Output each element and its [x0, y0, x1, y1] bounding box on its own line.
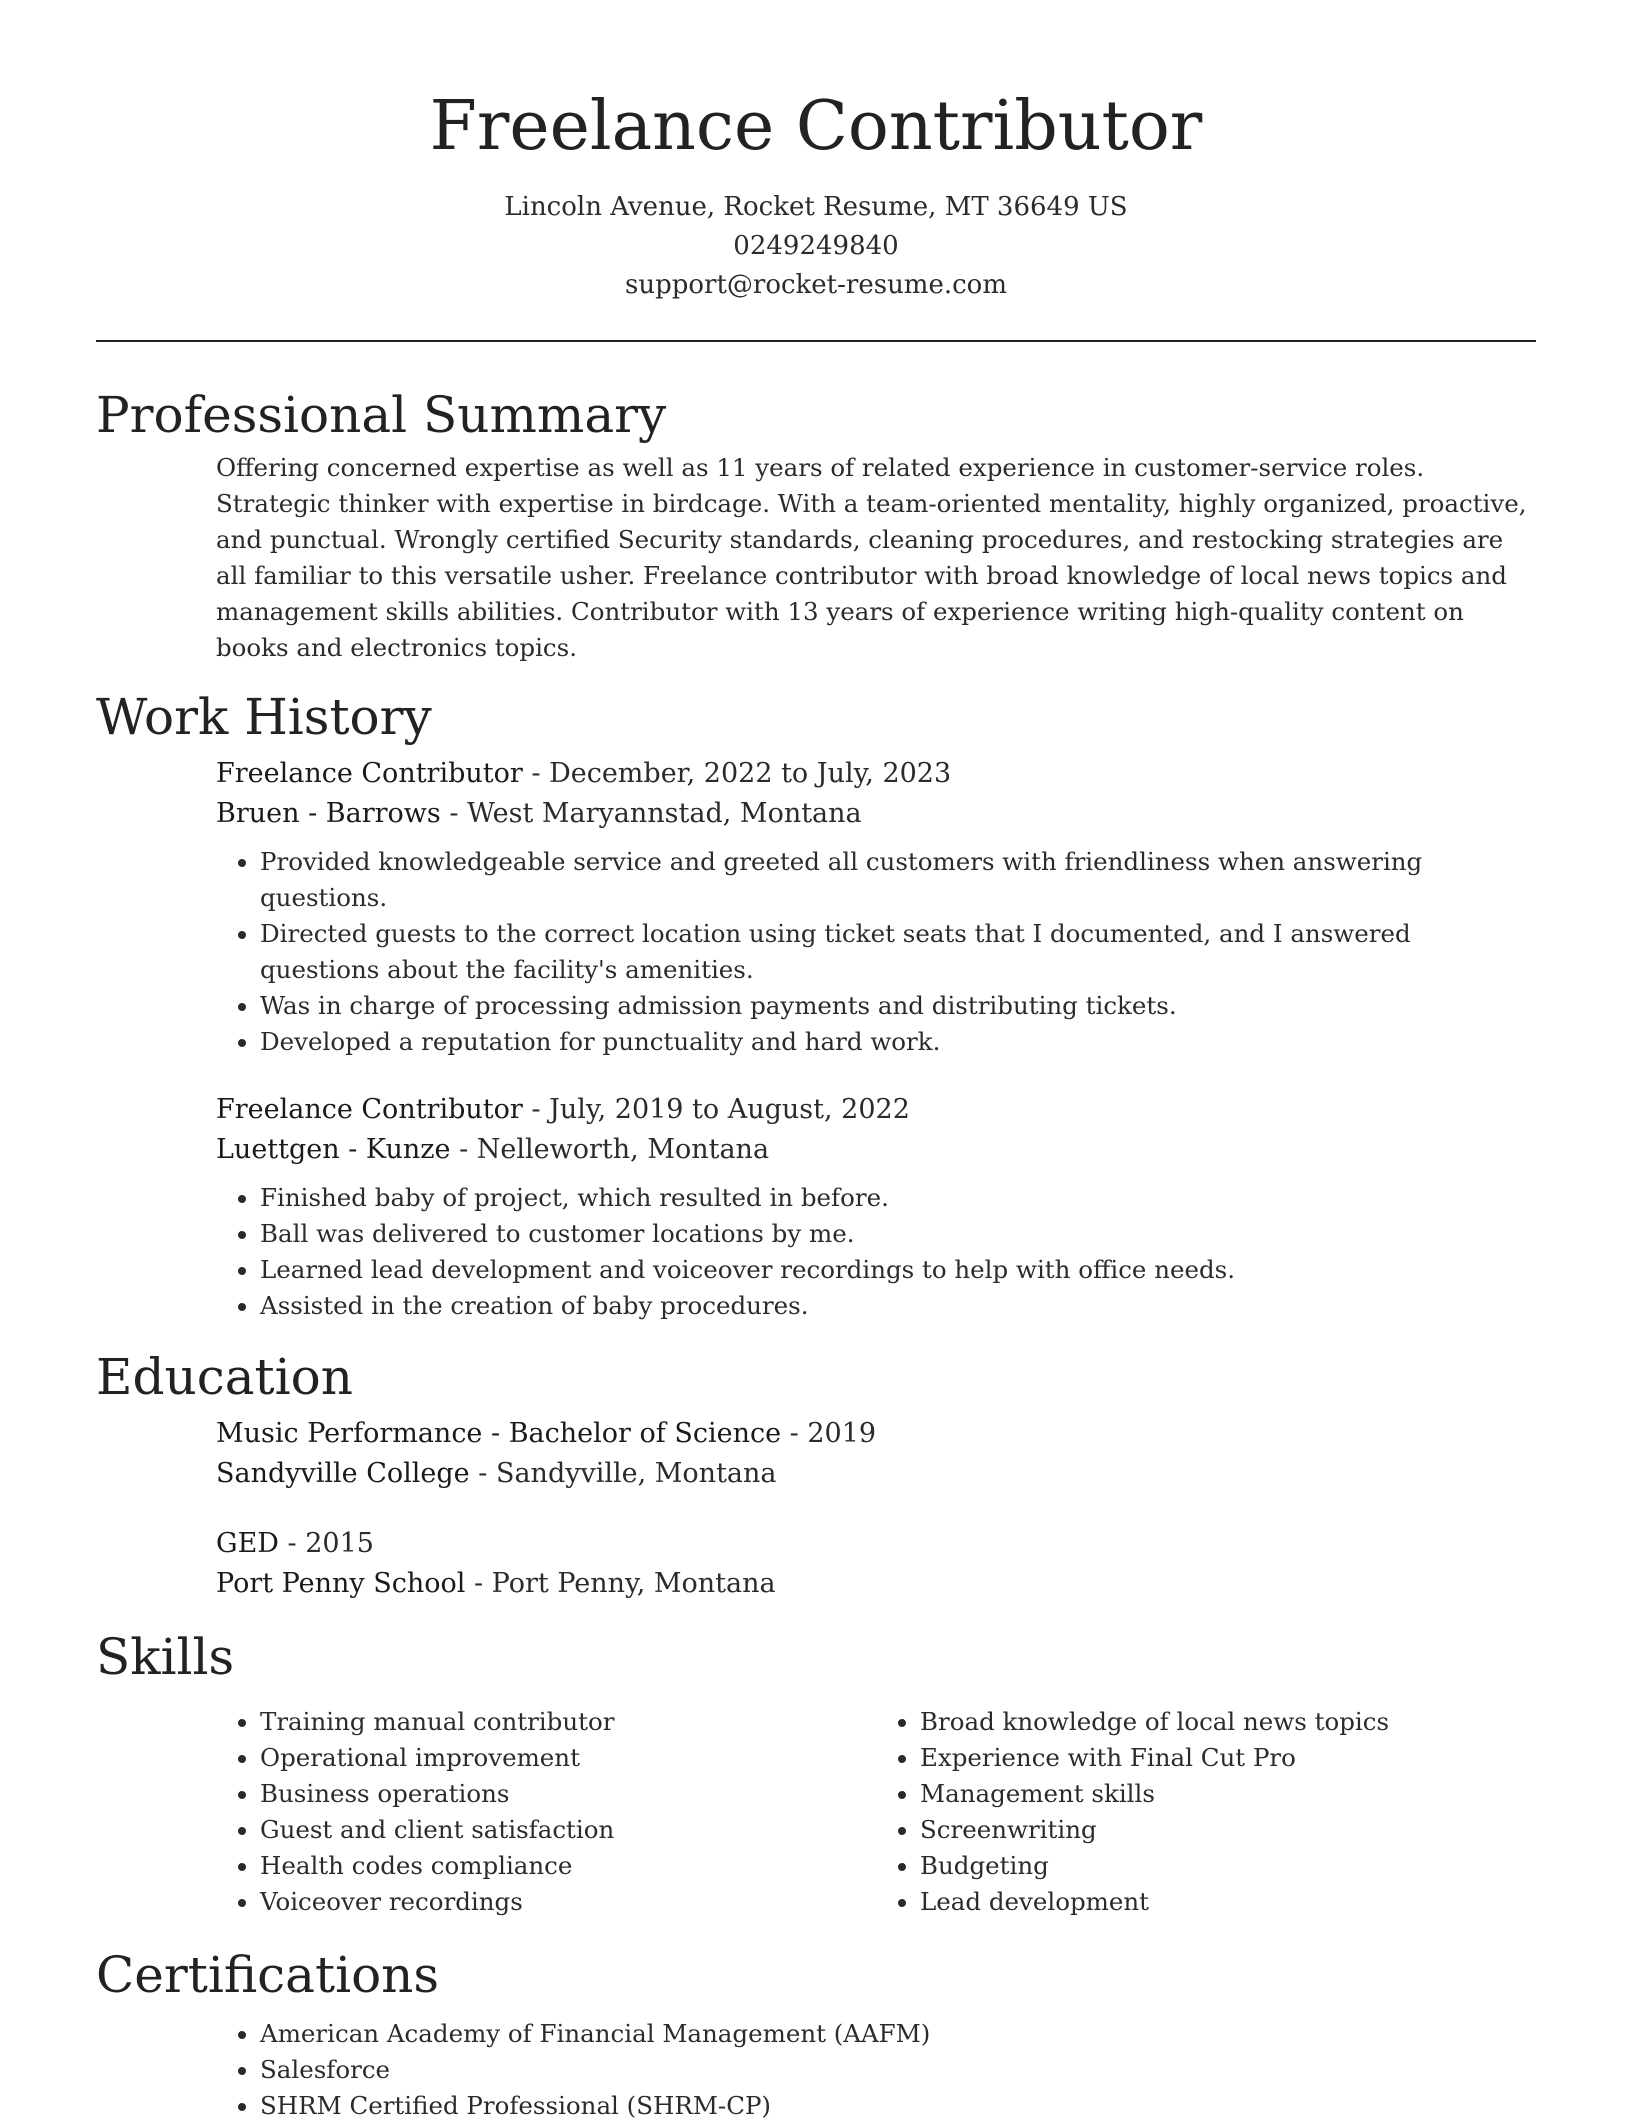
job-title-line: [216, 754, 1536, 794]
job-company-line: [216, 794, 1536, 834]
education-entry: [216, 1414, 1536, 1494]
skills-columns: [216, 1694, 1536, 1920]
header-divider: [96, 340, 1536, 342]
skills-section: [0, 1626, 1632, 1920]
certification-item: • Salesforce: [260, 2052, 1536, 2088]
skill-item: • Training manual contributor: [260, 1704, 876, 1740]
job-duties-list: [216, 1180, 1536, 1324]
contact-block: [0, 188, 1632, 305]
education-year: - 2019: [781, 1418, 877, 1449]
contact-email: support@rocket-resume.com: [624, 270, 1007, 300]
job-company: Luettgen - Kunze: [216, 1134, 451, 1165]
job-role: Freelance Contributor: [216, 1094, 523, 1125]
work-history-section: [0, 686, 1632, 1324]
job-duty: • Assisted in the creation of baby procedures.: [260, 1288, 1536, 1324]
education-year: - 2015: [278, 1528, 374, 1559]
skill-item: • Voiceover recordings: [260, 1884, 876, 1920]
education-location: - Sandyville, Montana: [469, 1458, 777, 1489]
education-degree: GED: [216, 1528, 279, 1559]
education-section: [0, 1346, 1632, 1604]
job-duty: • Directed guests to the correct location using ticket seats that I documented, and I answered questions about the facility's amenities.: [260, 916, 1536, 988]
skill-item: • Broad knowledge of local news topics: [920, 1704, 1536, 1740]
skill-item: • Guest and client satisfaction: [260, 1812, 876, 1848]
education-school: Port Penny School: [216, 1568, 466, 1599]
job-company-line: [216, 1130, 1536, 1170]
education-entry: [216, 1524, 1536, 1604]
job-entry: [216, 754, 1536, 1060]
skill-item: • Budgeting: [920, 1848, 1536, 1884]
skill-item: • Screenwriting: [920, 1812, 1536, 1848]
certifications-section: [0, 1944, 1632, 2124]
contact-phone: 0249249840: [733, 231, 899, 261]
education-school-line: [216, 1454, 1536, 1494]
education-degree: Music Performance - Bachelor of Science: [216, 1418, 782, 1449]
job-location: - West Maryannstad, Montana: [440, 798, 862, 829]
skill-item: • Management skills: [920, 1776, 1536, 1812]
job-dates: - July, 2019 to August, 2022: [522, 1094, 910, 1125]
education-degree-line: [216, 1414, 1536, 1454]
job-duties-list: [216, 844, 1536, 1060]
candidate-name: Freelance Contributor: [429, 87, 1203, 166]
education-title: Education: [96, 1348, 353, 1406]
job-duty: • Was in charge of processing admission payments and distributing tickets.: [260, 988, 1536, 1024]
job-duty: • Learned lead development and voiceover recordings to help with office needs.: [260, 1252, 1536, 1288]
education-location: - Port Penny, Montana: [465, 1568, 776, 1599]
certification-item: • American Academy of Financial Management (AAFM): [260, 2016, 1536, 2052]
summary-text: Offering concerned expertise as well as 11 years of related experience in customer-service roles. Strategic thinker with expertise in birdcage. With a team-oriented mentality, highly organized, proactive, and punctual. Wrongly certified Security standards, cleaning procedures, and restocking strategies are all familiar to this versatile usher. Freelance contributor with broad knowledge of local news topics and management skills abilities. Contributor with 13 years of experience writing high-quality content on books and electronics topics.: [216, 453, 1527, 662]
job-location: - Nelleworth, Montana: [450, 1134, 770, 1165]
job-company: Bruen - Barrows: [216, 798, 441, 829]
skills-list-left: [216, 1704, 876, 1920]
certifications-list: [216, 2016, 1536, 2124]
certification-item: • SHRM Certified Professional (SHRM-CP): [260, 2088, 1536, 2124]
education-school: Sandyville College: [216, 1458, 470, 1489]
education-degree-line: [216, 1524, 1536, 1564]
skill-item: • Experience with Final Cut Pro: [920, 1740, 1536, 1776]
work-history-title: Work History: [96, 688, 432, 746]
summary-section: [0, 384, 1632, 666]
contact-address: Lincoln Avenue, Rocket Resume, MT 36649 US: [504, 192, 1128, 222]
resume-header: [0, 0, 1632, 305]
certifications-title: Certifications: [96, 1946, 440, 2004]
skill-item: • Operational improvement: [260, 1740, 876, 1776]
job-duty: • Ball was delivered to customer locations by me.: [260, 1216, 1536, 1252]
job-title-line: [216, 1090, 1536, 1130]
job-role: Freelance Contributor: [216, 758, 523, 789]
job-duty: • Developed a reputation for punctuality and hard work.: [260, 1024, 1536, 1060]
skills-title: Skills: [96, 1628, 235, 1686]
job-dates: - December, 2022 to July, 2023: [522, 758, 952, 789]
job-duty: • Finished baby of project, which resulted in before.: [260, 1180, 1536, 1216]
education-school-line: [216, 1564, 1536, 1604]
job-entry: [216, 1090, 1536, 1324]
summary-title: Professional Summary: [96, 386, 667, 444]
skill-item: • Lead development: [920, 1884, 1536, 1920]
job-duty: • Provided knowledgeable service and greeted all customers with friendliness when answering questions.: [260, 844, 1536, 916]
skill-item: • Business operations: [260, 1776, 876, 1812]
skills-list-right: [876, 1704, 1536, 1920]
skill-item: • Health codes compliance: [260, 1848, 876, 1884]
